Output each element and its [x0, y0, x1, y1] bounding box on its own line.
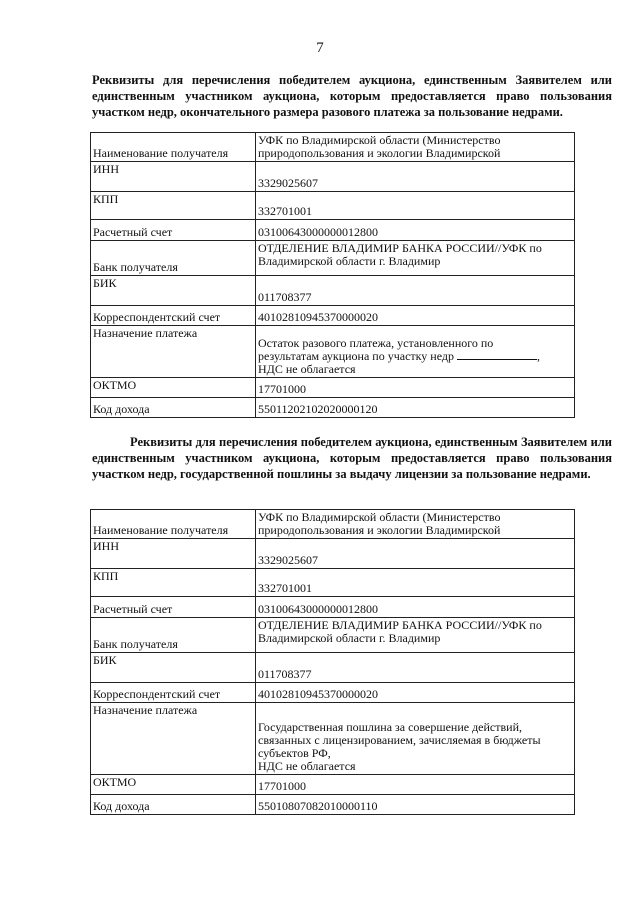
blank-field: [457, 359, 537, 360]
purpose-line: НДС не облагается: [258, 362, 356, 376]
oktmo-label: ОКТМО: [91, 775, 256, 795]
table-row: [91, 683, 575, 703]
account-value: 03100643000000012800: [256, 597, 575, 618]
bank-value: ОТДЕЛЕНИЕ ВЛАДИМИР БАНКА РОССИИ//УФК по Владимирской области г. Владимир: [256, 241, 575, 276]
recipient-name-label: Наименование получателя: [91, 510, 256, 539]
kpp-value: 332701001: [256, 569, 575, 597]
purpose-line: Остаток разового платежа, установленного по: [258, 336, 494, 350]
kpp-label: КПП: [91, 192, 256, 220]
table-row: [91, 703, 575, 775]
account-label: Расчетный счет: [91, 220, 256, 241]
recipient-name-label: Наименование получателя: [91, 133, 256, 162]
bank-value: ОТДЕЛЕНИЕ ВЛАДИМИР БАНКА РОССИИ//УФК по Владимирской области г. Владимир: [256, 618, 575, 653]
purpose-label: Назначение платежа: [91, 326, 256, 378]
recipient-name-value: УФК по Владимирской области (Министерство природопользования и экологии Владимирской: [256, 133, 575, 162]
account-label: Расчетный счет: [91, 597, 256, 618]
table-row: [91, 378, 575, 398]
purpose-line: результатам аукциона по участку недр: [258, 349, 455, 363]
bik-label: БИК: [91, 653, 256, 683]
income-code-value: 55010807082010000110: [256, 795, 575, 815]
kpp-value: 332701001: [256, 192, 575, 220]
payment-details-table-1: [90, 132, 575, 418]
bik-value: 011708377: [256, 276, 575, 306]
oktmo-value: 17701000: [256, 378, 575, 398]
table-row: [91, 276, 575, 306]
section1-heading: Реквизиты для перечисления победителем аукциона, единственным Заявителем или единственным участником аукциона, которым предоставляется право пользования участком недр, окончательного размера разового платежа за пользование недрами.: [92, 73, 612, 119]
purpose-line: субъектов РФ,: [258, 746, 331, 760]
table-row: [91, 539, 575, 569]
inn-label: ИНН: [91, 162, 256, 192]
purpose-value: [256, 326, 575, 378]
purpose-line: Государственная пошлина за совершение действий,: [258, 720, 523, 734]
table-row: [91, 597, 575, 618]
income-code-label: Код дохода: [91, 795, 256, 815]
recipient-name-value: УФК по Владимирской области (Министерство природопользования и экологии Владимирской: [256, 510, 575, 539]
table-row: [91, 795, 575, 815]
table-row: [91, 775, 575, 795]
purpose-line: НДС не облагается: [258, 759, 356, 773]
inn-value: 3329025607: [256, 162, 575, 192]
corr-account-label: Корреспондентский счет: [91, 683, 256, 703]
purpose-label: Назначение платежа: [91, 703, 256, 775]
table-row: [91, 306, 575, 326]
table-row: [91, 618, 575, 653]
corr-account-value: 40102810945370000020: [256, 306, 575, 326]
account-value: 03100643000000012800: [256, 220, 575, 241]
table-row: [91, 653, 575, 683]
table-row: [91, 162, 575, 192]
bik-label: БИК: [91, 276, 256, 306]
table-row: [91, 241, 575, 276]
income-code-label: Код дохода: [91, 398, 256, 418]
oktmo-label: ОКТМО: [91, 378, 256, 398]
purpose-line: связанных с лицензированием, зачисляемая в бюджеты: [258, 733, 541, 747]
section2-heading: Реквизиты для перечисления победителем аукциона, единственным Заявителем или единственным участником аукциона, которым предоставляется право пользования участком недр, государственной пошлины за выдачу лицензии за пользование недрами.: [92, 435, 612, 481]
income-code-value: 55011202102020000120: [256, 398, 575, 418]
purpose-line-with-blank: результатам аукциона по участку недр ,: [258, 349, 541, 363]
table-row: [91, 192, 575, 220]
corr-account-label: Корреспондентский счет: [91, 306, 256, 326]
table-row: [91, 133, 575, 162]
bik-value: 011708377: [256, 653, 575, 683]
kpp-label: КПП: [91, 569, 256, 597]
inn-value: 3329025607: [256, 539, 575, 569]
inn-label: ИНН: [91, 539, 256, 569]
bank-label: Банк получателя: [91, 241, 256, 276]
table-row: [91, 220, 575, 241]
bank-label: Банк получателя: [91, 618, 256, 653]
table-row: [91, 569, 575, 597]
payment-details-table-2: [90, 509, 575, 815]
oktmo-value: 17701000: [256, 775, 575, 795]
page-number: 7: [316, 40, 324, 56]
corr-account-value: 40102810945370000020: [256, 683, 575, 703]
table-row: [91, 510, 575, 539]
table-row: [91, 398, 575, 418]
purpose-value: [256, 703, 575, 775]
table-row: [91, 326, 575, 378]
